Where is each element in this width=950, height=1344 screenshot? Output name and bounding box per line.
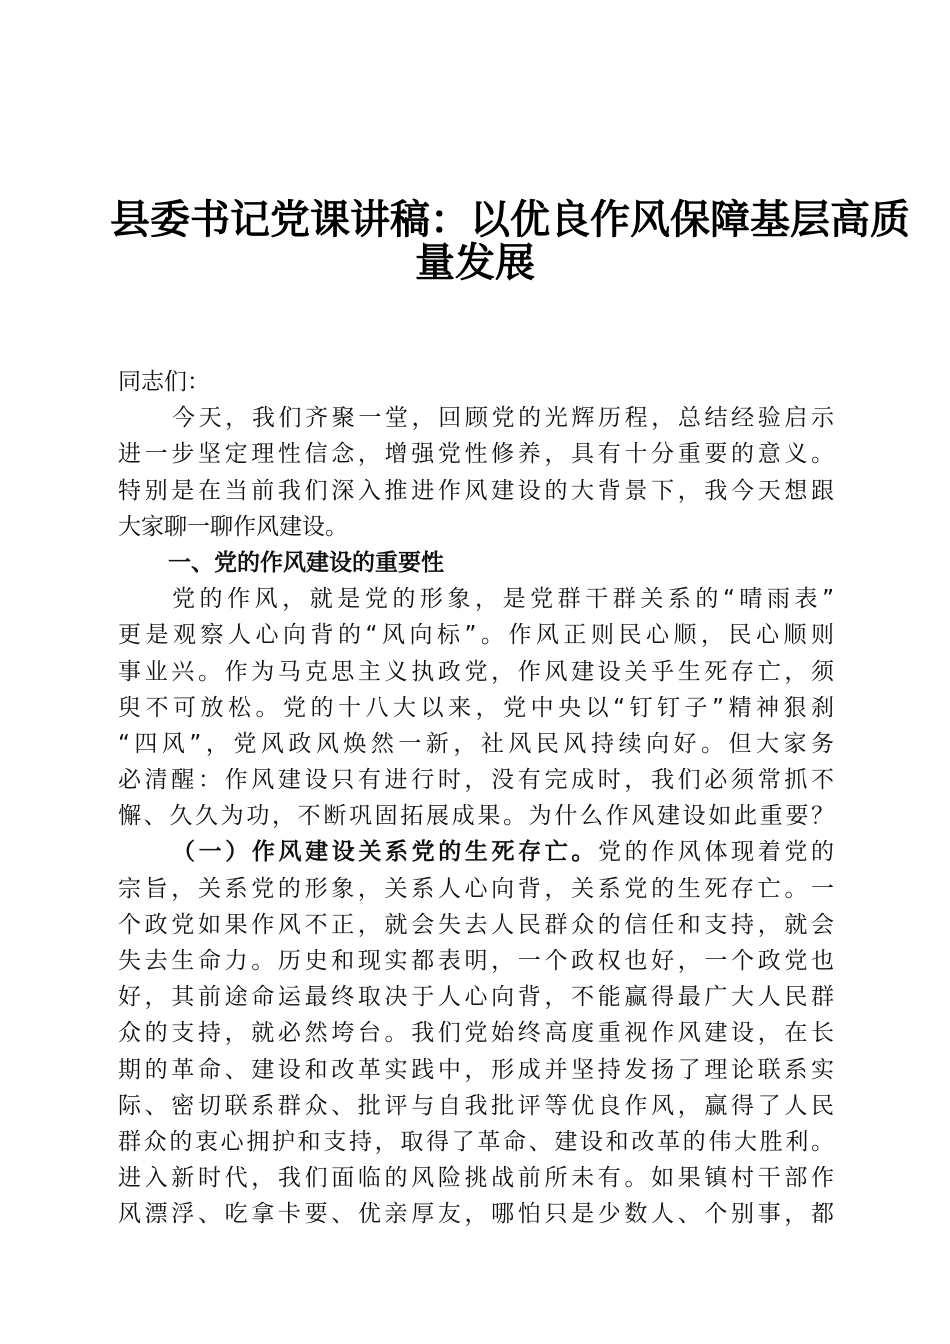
paragraph-line: 党的作风，就是党的形象，是党群干群关系的“晴雨表” (172, 586, 834, 613)
paragraph-line: 进入新时代，我们面临的风险挑战前所未有。如果镇村干部作 (118, 1165, 834, 1192)
paragraph-line: 好，其前途命运最终取决于人心向背，不能赢得最广大人民群 (118, 984, 834, 1011)
paragraph-line: 臾不可放松。党的十八大以来，党中央以“钉钉子”精神狠刹 (118, 694, 834, 721)
paragraph-line: 懈、久久为功，不断巩固拓展成果。为什么作风建设如此重要？ (118, 803, 834, 830)
salutation: 同志们： (118, 369, 210, 395)
paragraph-line: 今天，我们齐聚一堂，回顾党的光辉历程，总结经验启示 (172, 405, 834, 432)
subsection-lead: （一）作风建设关系党的生死存亡。 (172, 839, 598, 866)
paragraph-line: 个政党如果作风不正，就会失去人民群众的信任和支持，就会 (118, 911, 834, 938)
paragraph-line: 更是观察人心向背的“风向标”。作风正则民心顺，民心顺则 (118, 622, 834, 649)
paragraph-line: 必清醒：作风建设只有进行时，没有完成时，我们必须常抓不 (118, 767, 834, 794)
paragraph-line: 期的革命、建设和改革实践中，形成并坚持发扬了理论联系实 (118, 1056, 834, 1083)
paragraph-line: 宗旨，关系党的形象，关系人心向背，关系党的生死存亡。一 (118, 875, 834, 902)
document-title-line-2: 量发展 (415, 239, 535, 286)
paragraph-line-with-lead (118, 834, 834, 870)
paragraph-line: 事业兴。作为马克思主义执政党，作风建设关乎生死存亡，须 (118, 658, 834, 685)
document-title-line-1: 县委书记党课讲稿：以优良作风保障基层高质 (110, 196, 910, 243)
paragraph-line: 际、密切联系群众、批评与自我批评等优良作风，赢得了人民 (118, 1092, 834, 1119)
paragraph-line: 进一步坚定理性信念，增强党性修养，具有十分重要的意义。 (118, 441, 834, 468)
section-heading: 一、党的作风建设的重要性 (168, 549, 444, 576)
paragraph-line: 群众的衷心拥护和支持，取得了革命、建设和改革的伟大胜利。 (118, 1128, 834, 1155)
paragraph-line: 失去生命力。历史和现实都表明，一个政权也好，一个政党也 (118, 948, 834, 974)
paragraph-line: 众的支持，就必然垮台。我们党始终高度重视作风建设，在长 (118, 1020, 834, 1047)
paragraph-line: 风漂浮、吃拿卡要、优亲厚友，哪怕只是少数人、个别事，都 (118, 1201, 834, 1228)
paragraph-line: 特别是在当前我们深入推进作风建设的大背景下，我今天想跟 (118, 477, 834, 504)
document-body (118, 364, 834, 1233)
paragraph-line: “四风”，党风政风焕然一新，社风民风持续向好。但大家务 (118, 730, 834, 757)
paragraph-line: 大家聊一聊作风建设。 (118, 513, 348, 540)
paragraph-text: 党的作风体现着党的 (598, 839, 834, 866)
